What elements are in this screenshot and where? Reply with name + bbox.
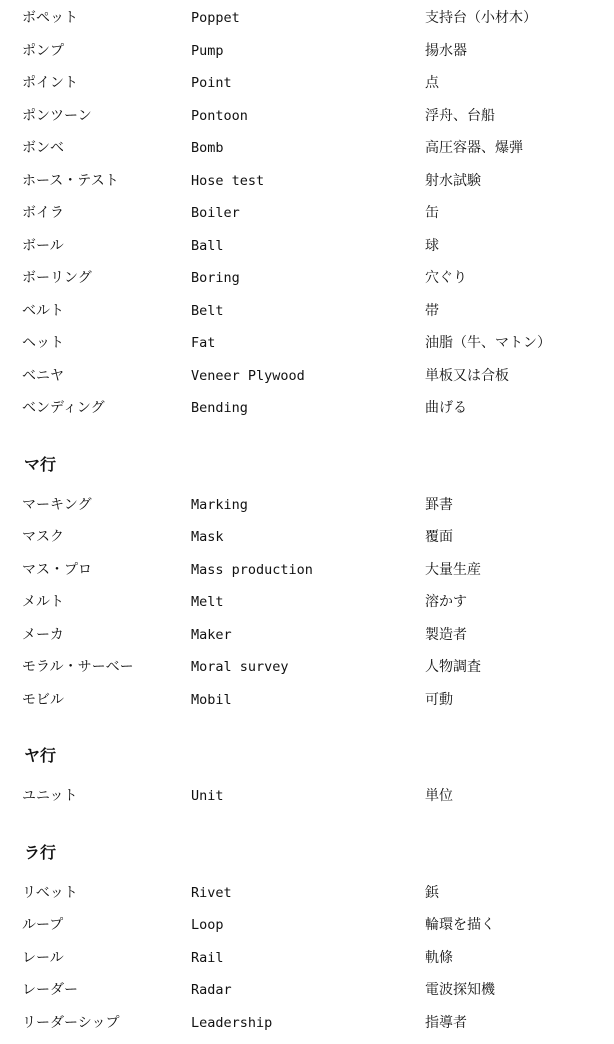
english-term: Loop xyxy=(191,917,224,933)
japanese-meaning: 罫書 xyxy=(425,496,453,513)
glossary-entry-row xyxy=(0,300,614,322)
glossary-entry-row xyxy=(0,656,614,678)
japanese-meaning: 人物調査 xyxy=(425,659,481,675)
english-term: Belt xyxy=(191,302,224,319)
japanese-meaning: 穴ぐり xyxy=(425,270,467,286)
glossary-entry-row xyxy=(0,526,614,548)
katakana-term: レール xyxy=(22,949,64,966)
katakana-term: ボール xyxy=(22,237,64,254)
katakana-term: ベンディング xyxy=(22,400,105,416)
glossary-entry-row xyxy=(0,689,614,711)
english-term: Bending xyxy=(191,400,248,416)
katakana-term: マス・プロ xyxy=(22,561,92,578)
section-heading: マ行 xyxy=(24,454,57,474)
english-term: Boring xyxy=(191,270,240,286)
glossary-entry-row xyxy=(0,397,614,419)
english-term: Rail xyxy=(191,949,224,966)
section-heading: ラ行 xyxy=(24,842,57,862)
katakana-term: マスク xyxy=(22,529,64,545)
glossary-entry-row xyxy=(0,882,614,904)
english-term: Fat xyxy=(191,335,216,351)
japanese-meaning: 鋲 xyxy=(425,884,439,901)
katakana-term: ヘット xyxy=(22,335,64,351)
glossary-entry-row xyxy=(0,7,614,29)
katakana-term: ボイラ xyxy=(22,205,64,221)
japanese-meaning: 輪環を描く xyxy=(425,917,495,933)
english-term: Boiler xyxy=(191,205,240,221)
english-term: Radar xyxy=(191,982,232,998)
japanese-meaning: 支持台（小材木） xyxy=(425,10,537,26)
katakana-term: メーカ xyxy=(22,626,64,643)
katakana-term: ホース・テスト xyxy=(22,172,119,189)
japanese-meaning: 軌條 xyxy=(425,949,453,966)
katakana-term: マーキング xyxy=(22,496,92,513)
english-term: Bomb xyxy=(191,140,224,156)
glossary-entry-row xyxy=(0,947,614,969)
english-term: Melt xyxy=(191,594,224,610)
japanese-meaning: 高圧容器、爆弾 xyxy=(425,140,523,156)
japanese-meaning: 揚水器 xyxy=(425,42,467,59)
glossary-entry-row xyxy=(0,365,614,387)
katakana-term: ベニヤ xyxy=(22,367,64,384)
katakana-term: ボペット xyxy=(22,10,78,26)
japanese-meaning: 曲げる xyxy=(425,400,467,416)
glossary-entry-row xyxy=(0,559,614,581)
english-term: Poppet xyxy=(191,10,240,26)
glossary-entry-row xyxy=(0,332,614,354)
katakana-term: モラル・サーベー xyxy=(22,659,134,675)
english-term: Ball xyxy=(191,237,224,254)
japanese-meaning: 缶 xyxy=(425,205,439,221)
english-term: Point xyxy=(191,75,232,91)
katakana-term: ボンベ xyxy=(22,140,64,156)
section-heading: ヤ行 xyxy=(24,746,57,765)
japanese-meaning: 溶かす xyxy=(425,594,467,610)
katakana-term: ポンプ xyxy=(22,42,64,59)
katakana-term: リーダーシップ xyxy=(22,1014,120,1031)
english-term: Veneer Plywood xyxy=(191,367,305,384)
glossary-entry-row xyxy=(0,105,614,127)
english-term: Leadership xyxy=(191,1014,273,1031)
glossary-entry-row xyxy=(0,785,614,807)
english-term: Marking xyxy=(191,496,248,513)
katakana-term: レーダー xyxy=(22,982,78,998)
katakana-term: ベルト xyxy=(22,302,64,319)
glossary-entry-row xyxy=(0,72,614,94)
katakana-term: リベット xyxy=(22,884,78,901)
japanese-meaning: 油脂（牛、マトン） xyxy=(425,335,551,351)
katakana-term: ユニット xyxy=(22,788,78,804)
katakana-term: ポイント xyxy=(22,75,78,91)
japanese-meaning: 可動 xyxy=(425,691,453,708)
english-term: Pontoon xyxy=(191,107,248,124)
katakana-term: ループ xyxy=(22,917,64,933)
english-term: Mass production xyxy=(191,561,313,578)
japanese-meaning: 覆面 xyxy=(425,529,453,545)
katakana-term: モビル xyxy=(22,691,64,708)
japanese-meaning: 帯 xyxy=(425,302,439,319)
japanese-meaning: 球 xyxy=(425,237,439,254)
katakana-term: ボーリング xyxy=(22,270,92,286)
japanese-meaning: 製造者 xyxy=(425,626,467,643)
japanese-meaning: 指導者 xyxy=(425,1014,467,1031)
english-term: Mobil xyxy=(191,691,232,708)
katakana-term: メルト xyxy=(22,594,64,610)
japanese-meaning: 大量生産 xyxy=(425,561,481,578)
glossary-entry-row xyxy=(0,202,614,224)
english-term: Unit xyxy=(191,788,224,804)
japanese-meaning: 浮舟、台船 xyxy=(425,107,495,124)
glossary-entry-row xyxy=(0,170,614,192)
japanese-meaning: 電波探知機 xyxy=(425,982,495,998)
japanese-meaning: 単位 xyxy=(425,788,453,804)
glossary-entry-row xyxy=(0,979,614,1001)
glossary-entry-row xyxy=(0,494,614,516)
japanese-meaning: 点 xyxy=(425,75,439,91)
glossary-entry-row xyxy=(0,137,614,159)
glossary-entry-row xyxy=(0,1012,614,1034)
glossary-entry-row xyxy=(0,914,614,936)
english-term: Pump xyxy=(191,42,224,59)
english-term: Rivet xyxy=(191,884,232,901)
glossary-entry-row xyxy=(0,624,614,646)
japanese-meaning: 射水試験 xyxy=(425,172,481,189)
english-term: Moral survey xyxy=(191,659,289,675)
glossary-entry-row xyxy=(0,235,614,257)
english-term: Mask xyxy=(191,529,224,545)
glossary-entry-row xyxy=(0,267,614,289)
english-term: Hose test xyxy=(191,172,265,189)
glossary-entry-row xyxy=(0,591,614,613)
japanese-meaning: 単板又は合板 xyxy=(425,367,509,384)
katakana-term: ポンツーン xyxy=(22,107,92,124)
glossary-entry-row xyxy=(0,40,614,62)
english-term: Maker xyxy=(191,626,232,643)
